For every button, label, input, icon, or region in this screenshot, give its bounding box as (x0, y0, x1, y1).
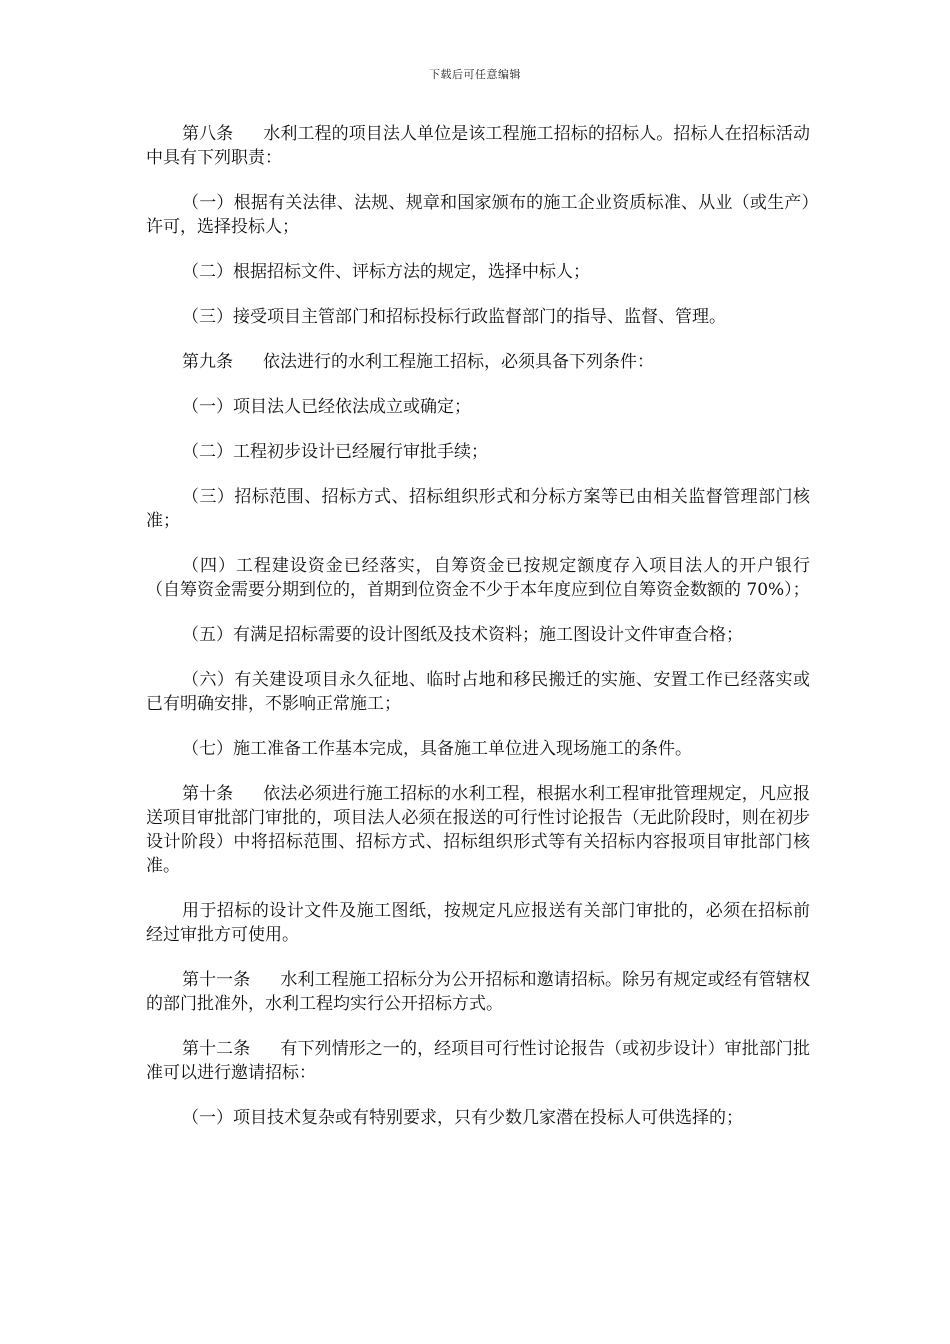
paragraph-text: （一）项目法人已经依法成立或确定； (182, 397, 471, 417)
paragraph-article-8 (146, 122, 810, 170)
paragraph-text: （五）有满足招标需要的设计图纸及技术资料；施工图设计文件审查合格； (182, 625, 743, 645)
paragraph-text: 依法进行的水利工程施工招标，必须具备下列条件： (263, 352, 654, 372)
paragraph-article-11 (146, 968, 810, 1016)
paragraph-item (146, 668, 810, 716)
paragraph-text: 水利工程的项目法人单位是该工程施工招标的招标人。招标人在招标活动中具有下列职责： (146, 124, 810, 168)
paragraph-item (146, 485, 810, 533)
paragraph-text: （四）工程建设资金已经落实，自筹资金已按规定额度存入项目法人的开户银行（自筹资金需要分期到位的，首期到位资金不少于本年度应到位自筹资金数额的 70%）； (146, 556, 810, 600)
paragraph-article-9 (146, 350, 810, 374)
paragraph-text: 依法必须进行施工招标的水利工程，根据水利工程审批管理规定，凡应报送项目审批部门审批的，项目法人必须在报送的可行性讨论报告（无此阶段时，则在初步设计阶段）中将招标范围、招标方式、招标组织形式等有关招标内容报项目审批部门核准。 (146, 784, 810, 876)
paragraph-item (146, 623, 810, 647)
paragraph-item (146, 554, 810, 602)
paragraph-text: （二）工程初步设计已经履行审批手续； (182, 442, 488, 462)
paragraph-text: 水利工程施工招标分为公开招标和邀请招标。除另有规定或经有管辖权的部门批准外，水利工程均实行公开招标方式。 (146, 970, 811, 1014)
paragraph-text: （一）项目技术复杂或有特别要求，只有少数几家潜在投标人可供选择的； (182, 1108, 743, 1128)
paragraph-item (146, 737, 810, 761)
paragraph-text: （三）招标范围、招标方式、招标组织形式和分标方案等已由相关监督管理部门核准； (146, 487, 810, 531)
paragraph-item (146, 395, 810, 419)
document-body (146, 122, 810, 1151)
paragraph-text: （三）接受项目主管部门和招标投标行政监督部门的指导、监督、管理。 (182, 307, 726, 327)
paragraph-text: 有下列情形之一的，经项目可行性讨论报告（或初步设计）审批部门批准可以进行邀请招标： (146, 1039, 811, 1083)
paragraph-item (146, 305, 810, 329)
article-number: 第九条 (182, 352, 233, 372)
article-number: 第十一条 (182, 970, 251, 990)
header-note: 下载后可任意编辑 (429, 68, 521, 81)
paragraph-item (146, 191, 810, 239)
paragraph-article-12 (146, 1037, 810, 1085)
paragraph-article-10 (146, 782, 810, 878)
paragraph-item (146, 1106, 810, 1130)
article-number: 第十二条 (182, 1039, 251, 1059)
article-number: 第八条 (182, 124, 234, 144)
paragraph-item (146, 440, 810, 464)
article-number: 第十条 (182, 784, 234, 804)
paragraph-item (146, 260, 810, 284)
paragraph-text: 用于招标的设计文件及施工图纸，按规定凡应报送有关部门审批的，必须在招标前经过审批方可使用。 (146, 901, 810, 945)
paragraph-text: （七）施工准备工作基本完成，具备施工单位进入现场施工的条件。 (182, 739, 692, 759)
paragraph-text: （六）有关建设项目永久征地、临时占地和移民搬迁的实施、安置工作已经落实或已有明确安排，不影响正常施工； (146, 670, 810, 714)
paragraph-text: （二）根据招标文件、评标方法的规定，选择中标人； (182, 262, 590, 282)
paragraph-item (146, 899, 810, 947)
paragraph-text: （一）根据有关法律、法规、规章和国家颁布的施工企业资质标准、从业（或生产）许可，选择投标人； (146, 193, 810, 237)
